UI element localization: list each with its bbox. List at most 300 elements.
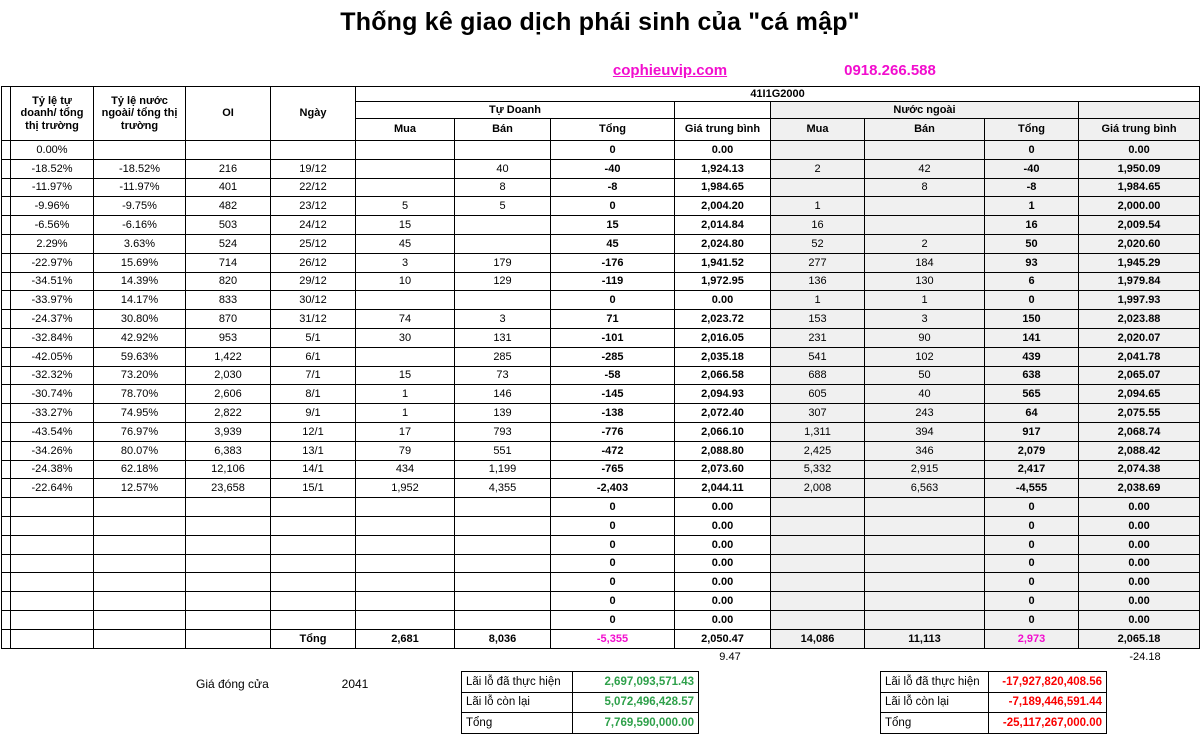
table-cell: 1,952 <box>356 479 455 498</box>
table-cell <box>2 178 11 197</box>
table-cell <box>2 422 11 441</box>
col-header-ratio-foreign: Tỷ lệ nước ngoài/ tổng thị trường <box>94 87 186 141</box>
table-cell: 45 <box>551 234 675 253</box>
table-cell: -8 <box>551 178 675 197</box>
table-cell: 541 <box>771 347 865 366</box>
table-cell <box>11 535 94 554</box>
table-cell <box>271 141 356 160</box>
close-price-label: Giá đóng cửa <box>196 677 269 691</box>
table-row <box>2 479 1200 498</box>
table-cell <box>865 535 985 554</box>
table-cell: 0.00 <box>1079 592 1200 611</box>
table-cell <box>94 516 186 535</box>
header-row-contract <box>2 87 1200 102</box>
table-cell <box>771 141 865 160</box>
table-cell: -33.27% <box>11 404 94 423</box>
table-cell <box>455 141 551 160</box>
table-cell: 2,050.47 <box>675 629 771 648</box>
table-cell: 0.00 <box>675 516 771 535</box>
table-cell: 45 <box>356 234 455 253</box>
table-cell: 42 <box>865 159 985 178</box>
table-cell: 22/12 <box>271 178 356 197</box>
table-cell: 1,311 <box>771 422 865 441</box>
table-row <box>2 216 1200 235</box>
table-cell <box>771 178 865 197</box>
table-cell: 76.97% <box>94 422 186 441</box>
table-cell <box>11 610 94 629</box>
col-header-self-sum: Tổng <box>551 119 675 141</box>
table-cell: 50 <box>865 366 985 385</box>
table-cell: 15 <box>551 216 675 235</box>
table-cell: 141 <box>985 328 1079 347</box>
table-cell <box>2 441 11 460</box>
table-cell <box>455 291 551 310</box>
table-cell: 0 <box>985 498 1079 517</box>
table-cell <box>865 554 985 573</box>
self-avg-note: 9.47 <box>719 651 741 663</box>
table-cell: 277 <box>771 253 865 272</box>
foreign-pnl-remaining-value: -7,189,446,591.44 <box>989 692 1107 713</box>
table-cell: 2,020.60 <box>1079 234 1200 253</box>
table-cell: -6.56% <box>11 216 94 235</box>
table-cell <box>186 554 271 573</box>
table-cell: 62.18% <box>94 460 186 479</box>
table-cell: -18.52% <box>94 159 186 178</box>
table-cell: 8,036 <box>455 629 551 648</box>
table-cell <box>356 516 455 535</box>
table-cell: 42.92% <box>94 328 186 347</box>
table-cell: 0 <box>985 592 1079 611</box>
table-cell <box>356 498 455 517</box>
table-cell: -24.37% <box>11 310 94 329</box>
table-cell: 216 <box>186 159 271 178</box>
table-row <box>2 573 1200 592</box>
table-cell <box>771 610 865 629</box>
table-cell: 52 <box>771 234 865 253</box>
col-header-self-avg: Giá trung bình <box>675 119 771 141</box>
table-cell: -18.52% <box>11 159 94 178</box>
table-cell: -42.05% <box>11 347 94 366</box>
contract-header: 41I1G2000 <box>356 87 1200 102</box>
self-pnl-realized-value: 2,697,093,571.43 <box>573 672 699 693</box>
table-cell: 23/12 <box>271 197 356 216</box>
table-cell: 17 <box>356 422 455 441</box>
table-cell <box>455 234 551 253</box>
table-cell: 0.00 <box>675 592 771 611</box>
table-cell <box>186 592 271 611</box>
table-cell: 25/12 <box>271 234 356 253</box>
table-cell <box>455 610 551 629</box>
table-cell: 2,068.74 <box>1079 422 1200 441</box>
table-cell: -176 <box>551 253 675 272</box>
table-row <box>2 554 1200 573</box>
table-cell <box>2 347 11 366</box>
table-cell: 8 <box>455 178 551 197</box>
table-row <box>2 422 1200 441</box>
table-cell: 2,004.20 <box>675 197 771 216</box>
table-body <box>2 141 1200 649</box>
table-cell: 0 <box>985 291 1079 310</box>
table-cell: -4,555 <box>985 479 1079 498</box>
table-cell: -24.38% <box>11 460 94 479</box>
table-cell <box>271 592 356 611</box>
table-cell: -145 <box>551 385 675 404</box>
table-cell: 6 <box>985 272 1079 291</box>
table-cell: 73.20% <box>94 366 186 385</box>
table-cell: 2.29% <box>11 234 94 253</box>
table-cell: -11.97% <box>11 178 94 197</box>
table-cell: 5 <box>356 197 455 216</box>
table-cell: -2,403 <box>551 479 675 498</box>
self-pnl-table <box>461 671 699 734</box>
table-cell: 793 <box>455 422 551 441</box>
table-cell: 551 <box>455 441 551 460</box>
table-cell: 2,020.07 <box>1079 328 1200 347</box>
table-cell: 2,065.07 <box>1079 366 1200 385</box>
table-cell <box>865 197 985 216</box>
table-cell <box>2 554 11 573</box>
table-cell <box>771 592 865 611</box>
table-cell: 179 <box>455 253 551 272</box>
table-cell: 78.70% <box>94 385 186 404</box>
table-row <box>2 404 1200 423</box>
table-row <box>2 178 1200 197</box>
table-cell: 0.00 <box>675 610 771 629</box>
table-cell: 6,563 <box>865 479 985 498</box>
table-cell <box>11 592 94 611</box>
self-pnl-realized-label: Lãi lỗ đã thực hiện <box>462 672 573 693</box>
table-row <box>2 328 1200 347</box>
table-cell: 1 <box>771 197 865 216</box>
table-cell: 2,023.88 <box>1079 310 1200 329</box>
col-header-self-buy: Mua <box>356 119 455 141</box>
foreign-pnl-realized-label: Lãi lỗ đã thực hiện <box>881 672 989 693</box>
table-row <box>2 272 1200 291</box>
table-cell: 93 <box>985 253 1079 272</box>
table-cell: -32.84% <box>11 328 94 347</box>
table-row <box>2 385 1200 404</box>
table-cell: Tổng <box>271 629 356 648</box>
table-cell <box>356 535 455 554</box>
table-cell <box>865 610 985 629</box>
table-cell: 150 <box>985 310 1079 329</box>
table-row <box>2 516 1200 535</box>
table-cell: 15.69% <box>94 253 186 272</box>
self-pnl-remaining-value: 5,072,496,428.57 <box>573 692 699 713</box>
table-cell <box>455 573 551 592</box>
col-header-spacer <box>2 87 11 141</box>
table-cell <box>2 159 11 178</box>
close-price-value: 2041 <box>341 677 369 691</box>
table-cell: 0.00 <box>1079 498 1200 517</box>
foreign-pnl-remaining-label: Lãi lỗ còn lại <box>881 692 989 713</box>
table-row <box>2 366 1200 385</box>
group-header-foreign: Nước ngoài <box>771 102 1079 119</box>
foreign-pnl-table <box>880 671 1107 734</box>
table-cell <box>2 610 11 629</box>
col-header-foreign-sell: Bán <box>865 119 985 141</box>
table-cell: 13/1 <box>271 441 356 460</box>
table-cell: 24/12 <box>271 216 356 235</box>
table-cell: 714 <box>186 253 271 272</box>
group-header-self-avg-spacer <box>675 102 771 119</box>
self-pnl-total-row <box>462 713 699 734</box>
table-cell: 30/12 <box>271 291 356 310</box>
table-row <box>2 498 1200 517</box>
table-total-row <box>2 629 1200 648</box>
website-link[interactable]: cophieuvip.com <box>612 62 728 79</box>
table-cell: 12,106 <box>186 460 271 479</box>
table-cell <box>455 592 551 611</box>
table-cell: 139 <box>455 404 551 423</box>
table-cell <box>2 234 11 253</box>
table-cell <box>271 610 356 629</box>
table-cell: 285 <box>455 347 551 366</box>
table-cell <box>2 629 11 648</box>
table-cell: 2,066.58 <box>675 366 771 385</box>
table-cell: 59.63% <box>94 347 186 366</box>
table-cell <box>2 310 11 329</box>
col-header-date: Ngày <box>271 87 356 141</box>
table-cell <box>865 216 985 235</box>
table-cell <box>2 385 11 404</box>
table-cell: 2,035.18 <box>675 347 771 366</box>
table-cell: 23,658 <box>186 479 271 498</box>
table-cell: -30.74% <box>11 385 94 404</box>
table-cell: 0 <box>985 535 1079 554</box>
table-cell: 2,023.72 <box>675 310 771 329</box>
table-cell: 394 <box>865 422 985 441</box>
table-cell: 2 <box>771 159 865 178</box>
table-cell: 0 <box>985 573 1079 592</box>
table-cell <box>94 573 186 592</box>
table-cell <box>94 535 186 554</box>
table-cell: -6.16% <box>94 216 186 235</box>
table-cell: 0 <box>551 516 675 535</box>
table-cell: 50 <box>985 234 1079 253</box>
table-cell: 0.00 <box>675 573 771 592</box>
table-row <box>2 460 1200 479</box>
table-row <box>2 441 1200 460</box>
table-cell <box>2 272 11 291</box>
table-cell: 0.00 <box>1079 141 1200 160</box>
foreign-pnl-realized-row <box>881 672 1107 693</box>
table-cell <box>186 610 271 629</box>
table-cell: 1,979.84 <box>1079 272 1200 291</box>
table-cell: 16 <box>771 216 865 235</box>
table-row <box>2 234 1200 253</box>
col-header-foreign-avg: Giá trung bình <box>1079 119 1200 141</box>
table-cell <box>271 573 356 592</box>
table-cell: 2,088.42 <box>1079 441 1200 460</box>
table-row <box>2 610 1200 629</box>
table-cell: -472 <box>551 441 675 460</box>
table-cell: 605 <box>771 385 865 404</box>
table-cell: -22.64% <box>11 479 94 498</box>
table-cell: 3.63% <box>94 234 186 253</box>
table-cell <box>2 366 11 385</box>
table-cell: 0.00 <box>675 498 771 517</box>
table-cell <box>865 498 985 517</box>
table-cell: 80.07% <box>94 441 186 460</box>
foreign-pnl-total-label: Tổng <box>881 713 989 734</box>
table-row <box>2 535 1200 554</box>
table-cell <box>771 535 865 554</box>
table-cell: 102 <box>865 347 985 366</box>
table-cell: 0.00 <box>1079 516 1200 535</box>
table-cell <box>356 159 455 178</box>
table-cell: 26/12 <box>271 253 356 272</box>
self-pnl-realized-row <box>462 672 699 693</box>
table-cell <box>2 197 11 216</box>
table-cell: -8 <box>985 178 1079 197</box>
table-cell <box>356 291 455 310</box>
table-cell <box>865 516 985 535</box>
table-cell: 870 <box>186 310 271 329</box>
col-header-foreign-sum: Tổng <box>985 119 1079 141</box>
table-cell: 15 <box>356 216 455 235</box>
table-cell: 1 <box>356 404 455 423</box>
table-cell: 1,924.13 <box>675 159 771 178</box>
table-cell <box>2 328 11 347</box>
table-cell: 2,088.80 <box>675 441 771 460</box>
table-cell <box>271 535 356 554</box>
col-header-self-sell: Bán <box>455 119 551 141</box>
table-row <box>2 310 1200 329</box>
table-cell <box>865 141 985 160</box>
table-cell <box>186 516 271 535</box>
table-cell: 2,079 <box>985 441 1079 460</box>
table-cell: 2,016.05 <box>675 328 771 347</box>
table-cell: 2,425 <box>771 441 865 460</box>
table-cell <box>2 253 11 272</box>
table-cell: 73 <box>455 366 551 385</box>
table-cell <box>271 516 356 535</box>
table-cell: -33.97% <box>11 291 94 310</box>
table-cell: 15/1 <box>271 479 356 498</box>
table-cell: 2,009.54 <box>1079 216 1200 235</box>
table-cell: 346 <box>865 441 985 460</box>
table-cell: 1 <box>985 197 1079 216</box>
table-cell: 3 <box>865 310 985 329</box>
table-cell: 833 <box>186 291 271 310</box>
table-cell: 5,332 <box>771 460 865 479</box>
table-cell: 0 <box>551 573 675 592</box>
table-cell: 1,984.65 <box>1079 178 1200 197</box>
table-cell: 688 <box>771 366 865 385</box>
table-cell: 0 <box>985 554 1079 573</box>
table-cell: 1,972.95 <box>675 272 771 291</box>
derivatives-table <box>1 86 1200 649</box>
table-cell <box>186 141 271 160</box>
table-cell: 5 <box>455 197 551 216</box>
table-cell: 2,822 <box>186 404 271 423</box>
table-cell: 1,199 <box>455 460 551 479</box>
col-header-oi: OI <box>186 87 271 141</box>
table-cell: 3,939 <box>186 422 271 441</box>
table-cell: 0 <box>551 592 675 611</box>
group-header-self: Tự Doanh <box>356 102 675 119</box>
table-cell <box>455 516 551 535</box>
table-cell: 439 <box>985 347 1079 366</box>
foreign-pnl-realized-value: -17,927,820,408.56 <box>989 672 1107 693</box>
table-cell: 3 <box>455 310 551 329</box>
table-cell: 0.00% <box>11 141 94 160</box>
table-cell <box>11 498 94 517</box>
table-cell: 0 <box>985 141 1079 160</box>
table-cell: -58 <box>551 366 675 385</box>
table-cell: 1,984.65 <box>675 178 771 197</box>
table-cell: 0.00 <box>1079 554 1200 573</box>
table-cell: 953 <box>186 328 271 347</box>
table-cell: 40 <box>865 385 985 404</box>
table-cell <box>2 592 11 611</box>
table-cell <box>2 573 11 592</box>
table-cell <box>186 535 271 554</box>
table-cell: 14.17% <box>94 291 186 310</box>
foreign-pnl-total-value: -25,117,267,000.00 <box>989 713 1107 734</box>
table-row <box>2 592 1200 611</box>
table-cell: 0.00 <box>1079 535 1200 554</box>
table-cell: 307 <box>771 404 865 423</box>
table-cell: 0.00 <box>675 535 771 554</box>
table-cell: 2,030 <box>186 366 271 385</box>
table-cell: 2,065.18 <box>1079 629 1200 648</box>
table-cell: 0 <box>551 141 675 160</box>
table-cell <box>865 573 985 592</box>
table-cell: 130 <box>865 272 985 291</box>
table-row <box>2 197 1200 216</box>
table-cell: 0.00 <box>675 291 771 310</box>
table-cell: 64 <box>985 404 1079 423</box>
table-cell <box>2 516 11 535</box>
table-cell: 2,008 <box>771 479 865 498</box>
table-cell <box>771 554 865 573</box>
table-cell: 129 <box>455 272 551 291</box>
table-cell <box>2 535 11 554</box>
table-cell <box>11 573 94 592</box>
page-title: Thống kê giao dịch phái sinh của "cá mập" <box>340 8 860 36</box>
table-cell: 2,094.65 <box>1079 385 1200 404</box>
table-cell: -22.97% <box>11 253 94 272</box>
table-cell <box>455 554 551 573</box>
table-cell: 14/1 <box>271 460 356 479</box>
table-cell: -40 <box>985 159 1079 178</box>
table-cell: 0 <box>551 554 675 573</box>
table-cell: 12/1 <box>271 422 356 441</box>
table-cell: -101 <box>551 328 675 347</box>
self-pnl-total-value: 7,769,590,000.00 <box>573 713 699 734</box>
table-cell: 2,072.40 <box>675 404 771 423</box>
table-cell: 19/12 <box>271 159 356 178</box>
table-cell <box>356 554 455 573</box>
table-cell: 8/1 <box>271 385 356 404</box>
table-row <box>2 253 1200 272</box>
table-cell: 6,383 <box>186 441 271 460</box>
table-cell <box>11 629 94 648</box>
table-cell: 2,014.84 <box>675 216 771 235</box>
table-cell: 1 <box>865 291 985 310</box>
table-cell <box>356 347 455 366</box>
self-pnl-remaining-row <box>462 692 699 713</box>
table-cell <box>771 573 865 592</box>
table-cell: 1,941.52 <box>675 253 771 272</box>
table-cell <box>771 498 865 517</box>
table-cell: 2,041.78 <box>1079 347 1200 366</box>
table-cell: 2,094.93 <box>675 385 771 404</box>
table-cell: 16 <box>985 216 1079 235</box>
table-cell: 1,945.29 <box>1079 253 1200 272</box>
